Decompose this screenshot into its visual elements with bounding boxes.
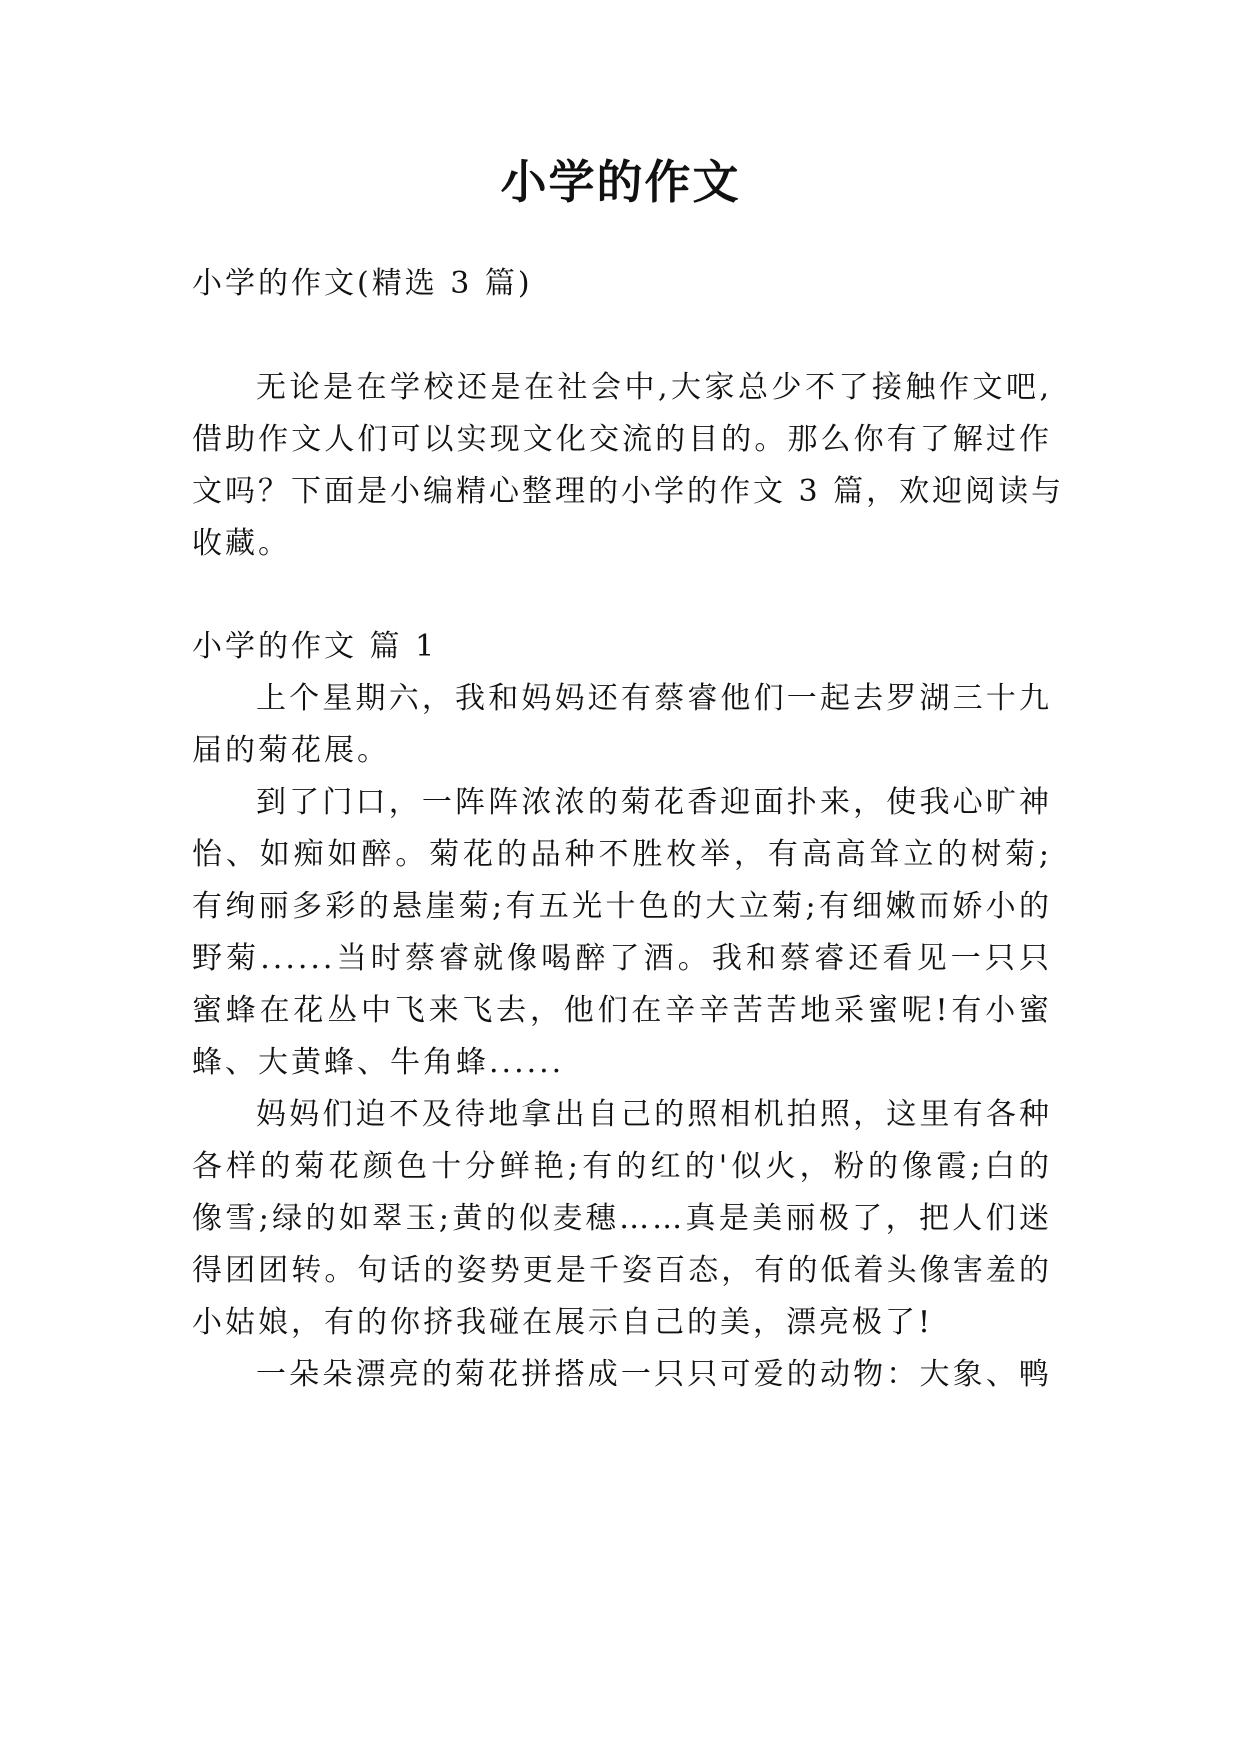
body-line: 蜜蜂在花丛中飞来飞去，他们在辛辛苦苦地采蜜呢!有小蜜 <box>192 993 1052 1028</box>
section-heading: 小学的作文 篇 1 <box>192 629 438 664</box>
intro-line: 借助作文人们可以实现文化交流的目的。那么你有了解过作 <box>192 422 1052 457</box>
body-line: 届的菊花展。 <box>192 733 390 768</box>
intro-line: 无论是在学校还是在社会中,大家总少不了接触作文吧, <box>256 370 1052 405</box>
body-line: 到了门口，一阵阵浓浓的菊花香迎面扑来，使我心旷神 <box>256 785 1052 820</box>
body-line: 妈妈们迫不及待地拿出自己的照相机拍照，这里有各种 <box>256 1097 1052 1132</box>
intro-line: 文吗？下面是小编精心整理的小学的作文 3 篇，欢迎阅读与 <box>192 474 1065 509</box>
intro-line: 收藏。 <box>192 526 291 561</box>
body-line: 小姑娘，有的你挤我碰在展示自己的美，漂亮极了! <box>192 1305 934 1340</box>
body-line: 野菊......当时蔡睿就像喝醉了酒。我和蔡睿还看见一只只 <box>192 941 1052 976</box>
document-title: 小学的作文 <box>500 155 741 209</box>
body-line: 一朵朵漂亮的菊花拼搭成一只只可爱的动物：大象、鸭 <box>256 1357 1052 1392</box>
body-line: 有绚丽多彩的悬崖菊;有五光十色的大立菊;有细嫩而娇小的 <box>192 889 1052 924</box>
body-line: 上个星期六，我和妈妈还有蔡睿他们一起去罗湖三十九 <box>256 681 1052 716</box>
body-line: 各样的菊花颜色十分鲜艳;有的红的'似火，粉的像霞;白的 <box>192 1149 1052 1184</box>
body-line: 像雪;绿的如翠玉;黄的似麦穗……真是美丽极了，把人们迷 <box>192 1201 1052 1236</box>
document-subtitle: 小学的作文(精选 3 篇) <box>192 266 533 301</box>
body-line: 怡、如痴如醉。菊花的品种不胜枚举，有高高耸立的树菊; <box>192 837 1052 872</box>
body-line: 得团团转。句话的姿势更是千姿百态，有的低着头像害羞的 <box>192 1253 1052 1288</box>
body-line: 蜂、大黄蜂、牛角蜂...... <box>192 1045 565 1080</box>
